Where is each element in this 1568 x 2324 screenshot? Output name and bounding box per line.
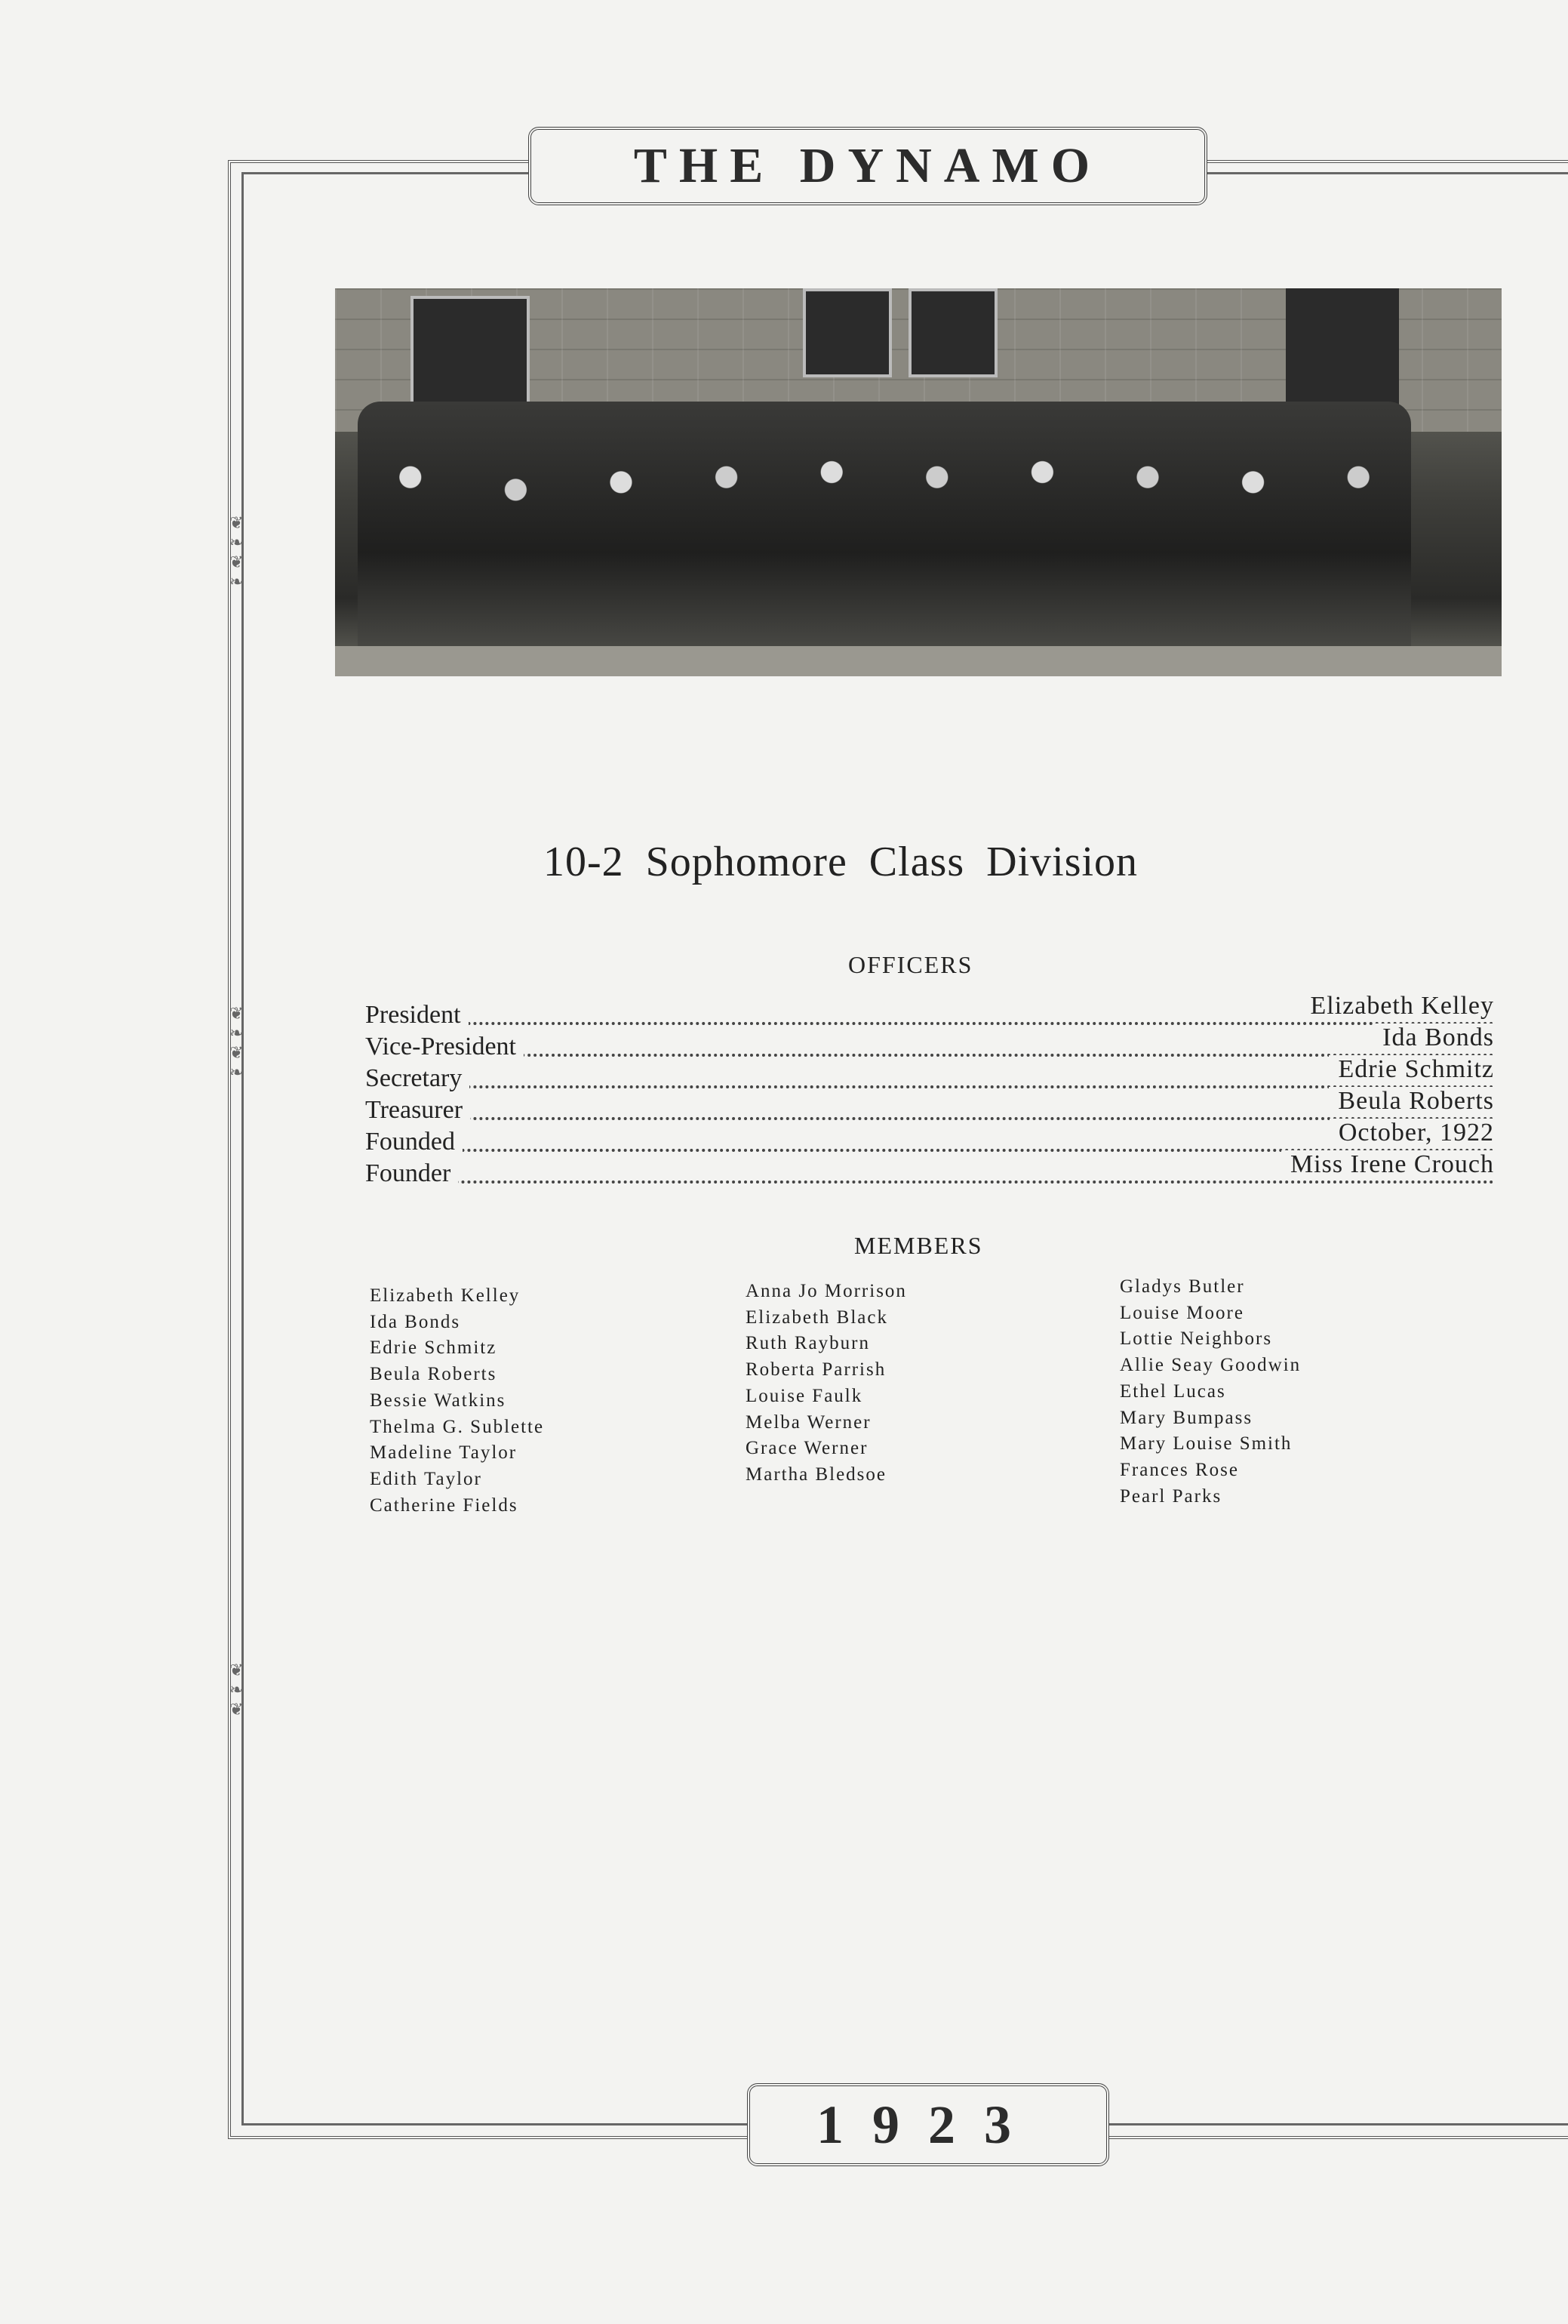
member-name: Gladys Butler	[1120, 1276, 1245, 1297]
officer-name: Miss Irene Crouch	[1281, 1150, 1494, 1179]
officer-row	[365, 1119, 1494, 1156]
officer-name: October, 1922	[1330, 1119, 1494, 1147]
members-heading: MEMBERS	[854, 1232, 983, 1259]
footer-cartouche	[747, 2083, 1109, 2166]
member-name: Elizabeth Kelley	[370, 1285, 521, 1306]
officers-list	[365, 992, 1494, 1187]
photo-window	[803, 288, 892, 377]
vine-ornament-icon: ❦ ❧ ❦ ❧	[229, 1004, 244, 1082]
publication-title: THE DYNAMO	[633, 138, 1102, 193]
officer-role: President	[365, 1001, 469, 1030]
leader-dots	[365, 1132, 1494, 1152]
member-name: Lottie Neighbors	[1120, 1328, 1273, 1350]
member-name: Ruth Rayburn	[746, 1333, 870, 1354]
member-name: Edrie Schmitz	[370, 1337, 497, 1359]
member-name: Mary Bumpass	[1120, 1407, 1253, 1428]
officer-row	[365, 1023, 1494, 1060]
photo-window	[410, 296, 530, 415]
officers-heading: OFFICERS	[848, 951, 973, 978]
member-name: Anna Jo Morrison	[746, 1281, 907, 1301]
member-name: Martha Bledsoe	[746, 1464, 887, 1485]
officer-role: Founded	[365, 1128, 463, 1156]
member-name: Mary Louise Smith	[1120, 1433, 1293, 1454]
member-name: Bessie Watkins	[370, 1390, 506, 1411]
officer-role: Vice-President	[365, 1033, 524, 1061]
officer-name: Edrie Schmitz	[1329, 1055, 1494, 1084]
member-name: Allie Seay Goodwin	[1120, 1355, 1302, 1376]
officer-role: Treasurer	[365, 1096, 470, 1125]
officer-name: Elizabeth Kelley	[1301, 992, 1494, 1020]
member-name: Grace Werner	[746, 1438, 869, 1459]
officer-name: Ida Bonds	[1373, 1023, 1494, 1052]
member-name: Ida Bonds	[370, 1311, 461, 1332]
class-group-photo	[335, 288, 1502, 676]
members-column-2	[746, 1279, 907, 1488]
leader-dots	[365, 1069, 1494, 1088]
member-name: Roberta Parrish	[746, 1359, 887, 1381]
member-name: Melba Werner	[746, 1411, 872, 1433]
header-cartouche	[528, 127, 1207, 205]
members-column-1	[370, 1283, 544, 1519]
photo-ground	[335, 646, 1502, 676]
member-name: Beula Roberts	[370, 1364, 497, 1385]
photo-students	[358, 402, 1411, 654]
member-name: Thelma G. Sublette	[370, 1416, 545, 1437]
class-division-title: 10-2 Sophomore Class Division	[543, 839, 1139, 885]
member-name: Ethel Lucas	[1120, 1381, 1226, 1402]
officer-row	[365, 1087, 1494, 1124]
officer-name: Beula Roberts	[1329, 1087, 1494, 1116]
member-name: Pearl Parks	[1120, 1485, 1222, 1507]
member-name: Madeline Taylor	[370, 1442, 518, 1464]
leader-dots	[365, 1037, 1494, 1057]
officer-row	[365, 1150, 1494, 1187]
photo-window	[909, 288, 998, 377]
member-name: Frances Rose	[1120, 1459, 1239, 1480]
member-name: Elizabeth Black	[746, 1307, 888, 1328]
officer-role: Secretary	[365, 1064, 469, 1093]
members-column-3	[1120, 1274, 1301, 1510]
member-name: Edith Taylor	[370, 1468, 482, 1489]
publication-year: 1923	[816, 2094, 1040, 2155]
photo-window	[1286, 288, 1399, 409]
vine-ornament-icon: ❦ ❧ ❦	[229, 1661, 244, 1719]
member-name: Louise Faulk	[746, 1385, 863, 1406]
leader-dots	[365, 1100, 1494, 1120]
member-name: Louise Moore	[1120, 1302, 1244, 1323]
vine-ornament-icon: ❦ ❧ ❦ ❧	[229, 513, 244, 591]
officer-role: Founder	[365, 1159, 458, 1188]
member-name: Catherine Fields	[370, 1494, 518, 1516]
officer-row	[365, 1055, 1494, 1092]
officer-row	[365, 992, 1494, 1029]
